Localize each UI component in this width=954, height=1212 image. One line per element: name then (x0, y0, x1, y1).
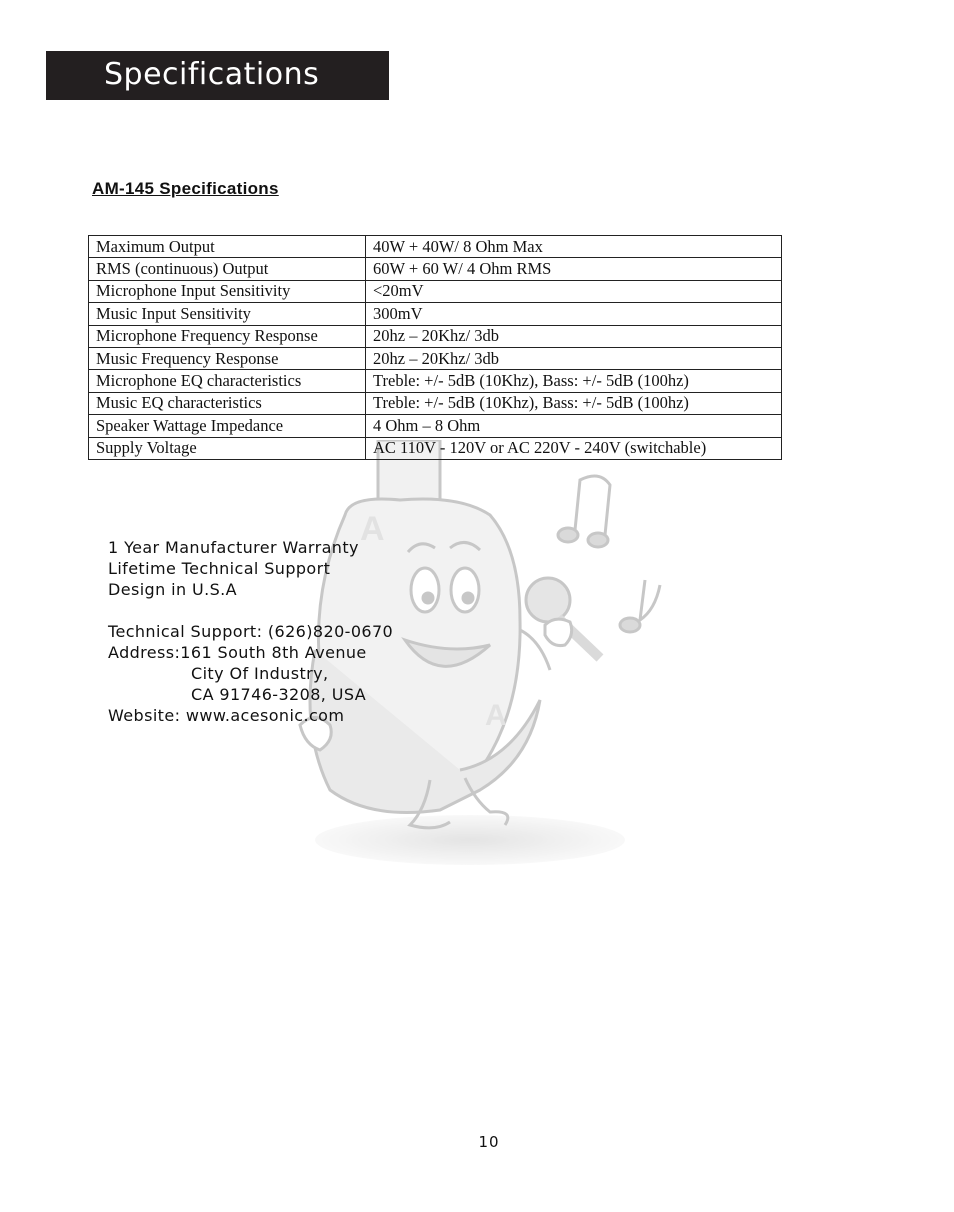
section-title: AM-145 Specifications (92, 179, 279, 198)
table-row (89, 258, 782, 280)
table-row (89, 303, 782, 325)
table-row (89, 325, 782, 347)
support-text: Lifetime Technical Support (108, 559, 331, 578)
spec-value: 20hz – 20Khz/ 3db (366, 325, 782, 347)
design-text: Design in U.S.A (108, 580, 237, 599)
spec-value: 60W + 60 W/ 4 Ohm RMS (366, 258, 782, 280)
warranty-text: 1 Year Manufacturer Warranty (108, 538, 359, 557)
table-row (89, 280, 782, 302)
page-title: Specifications (104, 57, 320, 92)
spec-label: Music Frequency Response (89, 347, 366, 369)
company-info (108, 537, 393, 726)
spec-value: 40W + 40W/ 8 Ohm Max (366, 236, 782, 258)
spec-label: Microphone EQ characteristics (89, 370, 366, 392)
svg-text:A: A (360, 510, 385, 548)
spec-value: 20hz – 20Khz/ 3db (366, 347, 782, 369)
spec-table (88, 235, 782, 460)
phone-text: Technical Support: (626)820-0670 (108, 622, 394, 641)
spec-value: Treble: +/- 5dB (10Khz), Bass: +/- 5dB (100hz) (366, 370, 782, 392)
spec-value: 300mV (366, 303, 782, 325)
address-line-2: City Of Industry, (191, 664, 329, 683)
table-row (89, 437, 782, 459)
spec-label: Microphone Frequency Response (89, 325, 366, 347)
spec-value: AC 110V - 120V or AC 220V - 240V (switchable) (366, 437, 782, 459)
table-row (89, 415, 782, 437)
table-row (89, 236, 782, 258)
svg-text:A: A (485, 699, 507, 732)
spec-label: Supply Voltage (89, 437, 366, 459)
spec-label: Music EQ characteristics (89, 392, 366, 414)
spec-label: Speaker Wattage Impedance (89, 415, 366, 437)
spacer (108, 600, 393, 621)
address-line-3: CA 91746-3208, USA (191, 685, 367, 704)
spec-label: Maximum Output (89, 236, 366, 258)
website-text: Website: www.acesonic.com (108, 706, 345, 725)
spec-label: Music Input Sensitivity (89, 303, 366, 325)
header-bar (46, 51, 389, 100)
spec-label: RMS (continuous) Output (89, 258, 366, 280)
table-row (89, 392, 782, 414)
spec-value: 4 Ohm – 8 Ohm (366, 415, 782, 437)
table-row (89, 347, 782, 369)
spec-value: Treble: +/- 5dB (10Khz), Bass: +/- 5dB (100hz) (366, 392, 782, 414)
spec-label: Microphone Input Sensitivity (89, 280, 366, 302)
address-line-1: Address:161 South 8th Avenue (108, 643, 367, 662)
spec-value: <20mV (366, 280, 782, 302)
table-row (89, 370, 782, 392)
page-number: 10 (478, 1133, 500, 1151)
